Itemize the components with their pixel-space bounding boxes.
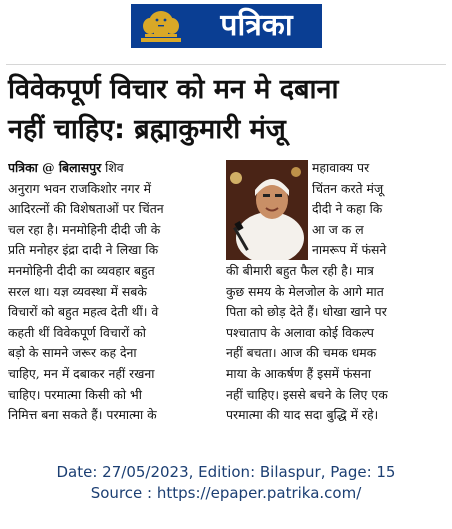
- article-line: प्रति मनोहर इंद्रा दादी ने लिखा कि: [8, 242, 159, 258]
- article-line: परमात्मा की याद सदा बुद्धि में रहे।: [226, 407, 379, 423]
- article-line: कहती थीं विवेकपूर्ण विचारों को: [8, 324, 146, 340]
- brand-name: पत्रिका: [220, 8, 293, 43]
- speaker-photo: [226, 160, 308, 260]
- article-line: नहीं बचता। आज की चमक धमक: [226, 345, 377, 361]
- article-first-line: [8, 158, 222, 179]
- article-line: माया के आकर्षण हैं इसमें फंसना: [226, 365, 371, 381]
- divider: [6, 64, 446, 65]
- article-line: दीदी ने कहा कि: [312, 201, 383, 217]
- article-line: आ ज क ल: [312, 221, 364, 237]
- masthead: [131, 4, 322, 48]
- article-right-column-bottom: [226, 261, 446, 426]
- headline: [8, 70, 448, 150]
- headline-line-1: विवेकपूर्ण विचार को मन मे दबाना: [8, 74, 339, 105]
- article-line: सरल था। यज्ञ व्यवस्था में सबके: [8, 283, 147, 299]
- lion-emblem-icon: [131, 4, 191, 48]
- article-line: महावाक्य पर: [312, 160, 370, 175]
- article-line: पश्चाताप के अलावा कोई विकल्प: [226, 324, 374, 340]
- article-line: नामरूप में फंसने: [312, 242, 387, 258]
- first-line-tail: शिव: [105, 160, 124, 175]
- article-line: चाहिए। परमात्मा किसी को भी: [8, 386, 142, 402]
- edition-info: Date: 27/05/2023, Edition: Bilaspur, Page: 15: [56, 463, 396, 481]
- article-line: चिंतन करते मंजू: [312, 180, 384, 196]
- article-line: पिता को छोड़ देते हैं। धोखा खाने पर: [226, 304, 387, 320]
- article-line: नहीं चाहिए। इससे बचने के लिए एक: [226, 386, 388, 402]
- headline-line-2: नहीं चाहिए: ब्रह्माकुमारी मंजू: [8, 114, 286, 145]
- article-line: अनुराग भवन राजकिशोर नगर में: [8, 180, 152, 196]
- article-right-column-top: [312, 158, 444, 261]
- source-url[interactable]: Source : https://epaper.patrika.com/: [90, 484, 362, 502]
- article-line: कुछ समय के मेलजोल के आगे मात: [226, 283, 384, 299]
- article-line: मनमोहिनी दीदी का व्यवहार बहुत: [8, 262, 155, 278]
- source-footer: [0, 462, 452, 504]
- article-line: बड़ो के सामने जरूर कह देना: [8, 345, 137, 361]
- article-left-column: [8, 158, 222, 426]
- article-line: चल रहा है। मनमोहिनी दीदी जी के: [8, 221, 161, 237]
- article-line: आदिरत्नों की विशेषताओं पर चिंतन: [8, 201, 164, 217]
- article-line: निमित्त बना सकते हैं। परमात्मा के: [8, 407, 157, 423]
- article-line: की बीमारी बहुत फैल रही है। मात्र: [226, 263, 374, 278]
- article-line: चाहिए, मन में दबाकर नहीं रखना: [8, 365, 155, 381]
- dateline: पत्रिका @ बिलासपुर: [8, 160, 102, 175]
- article-line: विचारों को बहुत महत्व देती थीं। वे: [8, 304, 159, 320]
